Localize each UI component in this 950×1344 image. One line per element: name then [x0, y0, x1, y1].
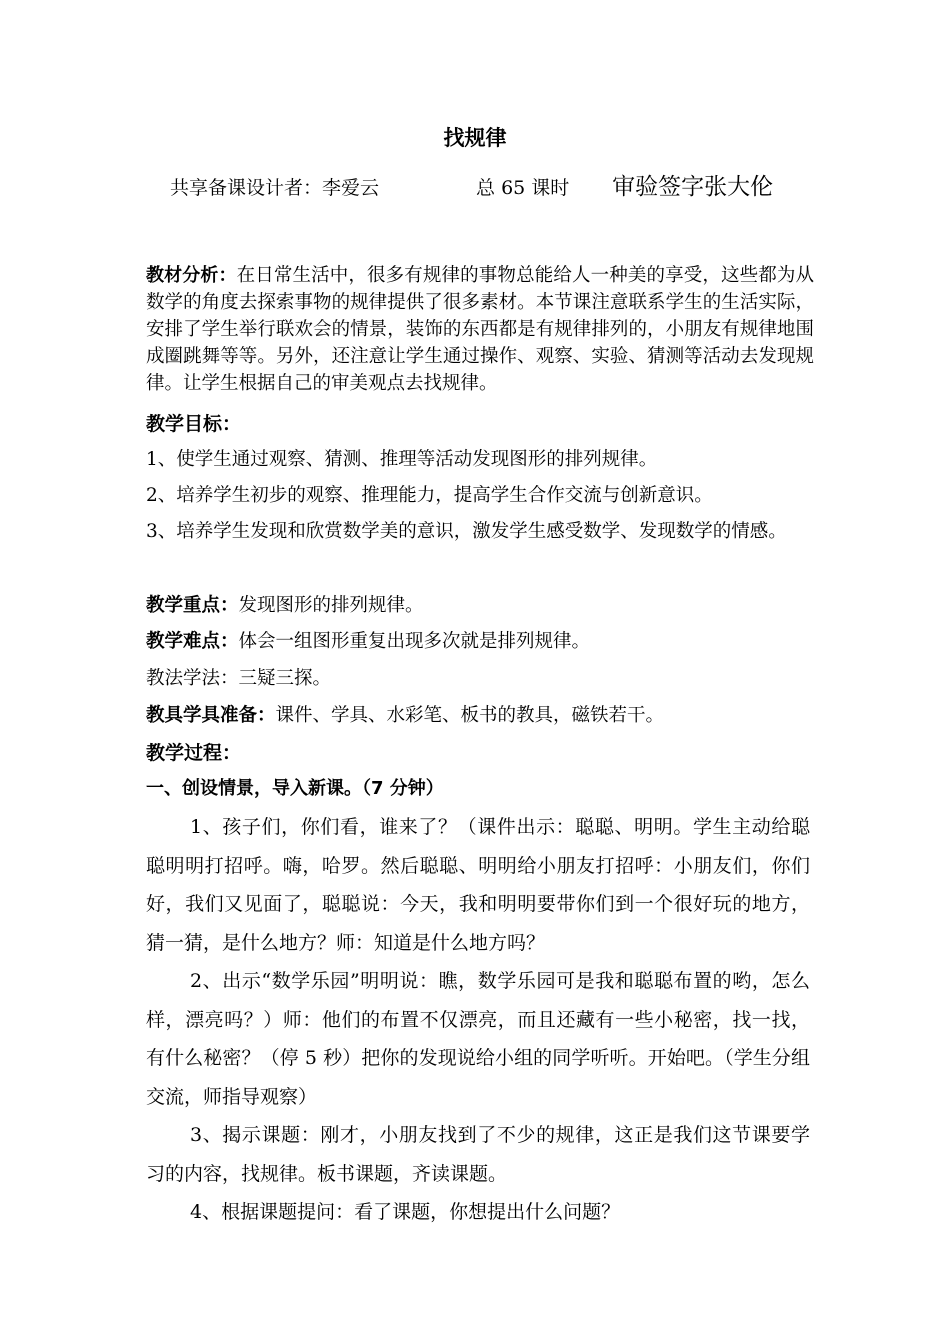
- analysis-text: 在日常生活中，很多有规律的事物总能给人一种美的享受，这些都为从数学的角度去探索事物的规律提供了很多素材。本节课注意联系学生的生活实际，安排了学生举行联欢会的情景，装饰的东西都是有规律排列的，小朋友有规律地围成圈跳舞等等。另外，还注意让学生通过操作、观察、实验、猜测等活动去发现规律。让学生根据自己的审美观点去找规律。: [146, 265, 814, 394]
- objective-item: 1、使学生通过观察、猜测、推理等活动发现图形的排列规律。: [146, 449, 658, 470]
- materials: [146, 702, 826, 730]
- approval-signature: 审验签字张大伦: [612, 174, 774, 200]
- difficulty-text: 体会一组图形重复出现多次就是排列规律。: [238, 631, 591, 652]
- section-heading: 一、创设情景，导入新课。（7 分钟）: [146, 778, 444, 799]
- objectives-heading: 教学目标：: [146, 413, 242, 435]
- designer-info: 共享备课设计者：李爱云: [170, 177, 380, 199]
- objective-item: 3、培养学生发现和欣赏数学美的意识，激发学生感受数学、发现数学的情感。: [146, 521, 787, 542]
- method-label: 教法学法：: [146, 668, 239, 689]
- process-paragraph: 2、出示“数学乐园”明明说：瞧，数学乐园可是我和聪聪布置的哟，怎么样，漂亮吗？）师：他们的布置不仅漂亮，而且还藏有一些小秘密，找一找，有什么秘密？（停 5 秒）把你的发现说给小组的同学听听。开始吧。（学生分组交流，师指导观察）: [146, 970, 810, 1108]
- process-paragraph: 4、根据课题提问：看了课题，你想提出什么问题？: [190, 1201, 621, 1223]
- lesson-hours: 总 65 课时: [476, 177, 570, 199]
- analysis-label: 教材分析：: [146, 265, 237, 286]
- materials-text: 课件、学具、水彩笔、板书的教具，磁铁若干。: [275, 705, 665, 726]
- key-point: [146, 592, 826, 620]
- key-point-label: 教学重点：: [146, 595, 239, 616]
- method-text: 三疑三探。: [238, 668, 332, 689]
- document-title: 找规律: [443, 126, 507, 150]
- method: [146, 665, 826, 693]
- key-point-text: 发现图形的排列规律。: [238, 595, 424, 616]
- difficulty-label: 教学难点：: [146, 631, 239, 652]
- process-heading: 教学过程：: [146, 742, 242, 764]
- materials-label: 教具学具准备：: [146, 705, 276, 726]
- process-paragraph: 1、孩子们，你们看，谁来了？（课件出示：聪聪、明明。学生主动给聪聪明明打招呼。嗨，哈罗。然后聪聪、明明给小朋友打招呼：小朋友们，你们好，我们又见面了，聪聪说：今天，我和明明要带你们到一个很好玩的地方，猜一猜，是什么地方？师：知道是什么地方吗？: [146, 816, 810, 954]
- process-paragraph: 3、揭示课题：刚才，小朋友找到了不少的规律，这正是我们这节课要学习的内容，找规律。板书课题，齐读课题。: [146, 1124, 810, 1185]
- difficulty: [146, 628, 826, 656]
- document-meta: [170, 174, 773, 201]
- material-analysis: [146, 262, 814, 397]
- objective-item: 2、培养学生初步的观察、推理能力，提高学生合作交流与创新意识。: [146, 485, 713, 506]
